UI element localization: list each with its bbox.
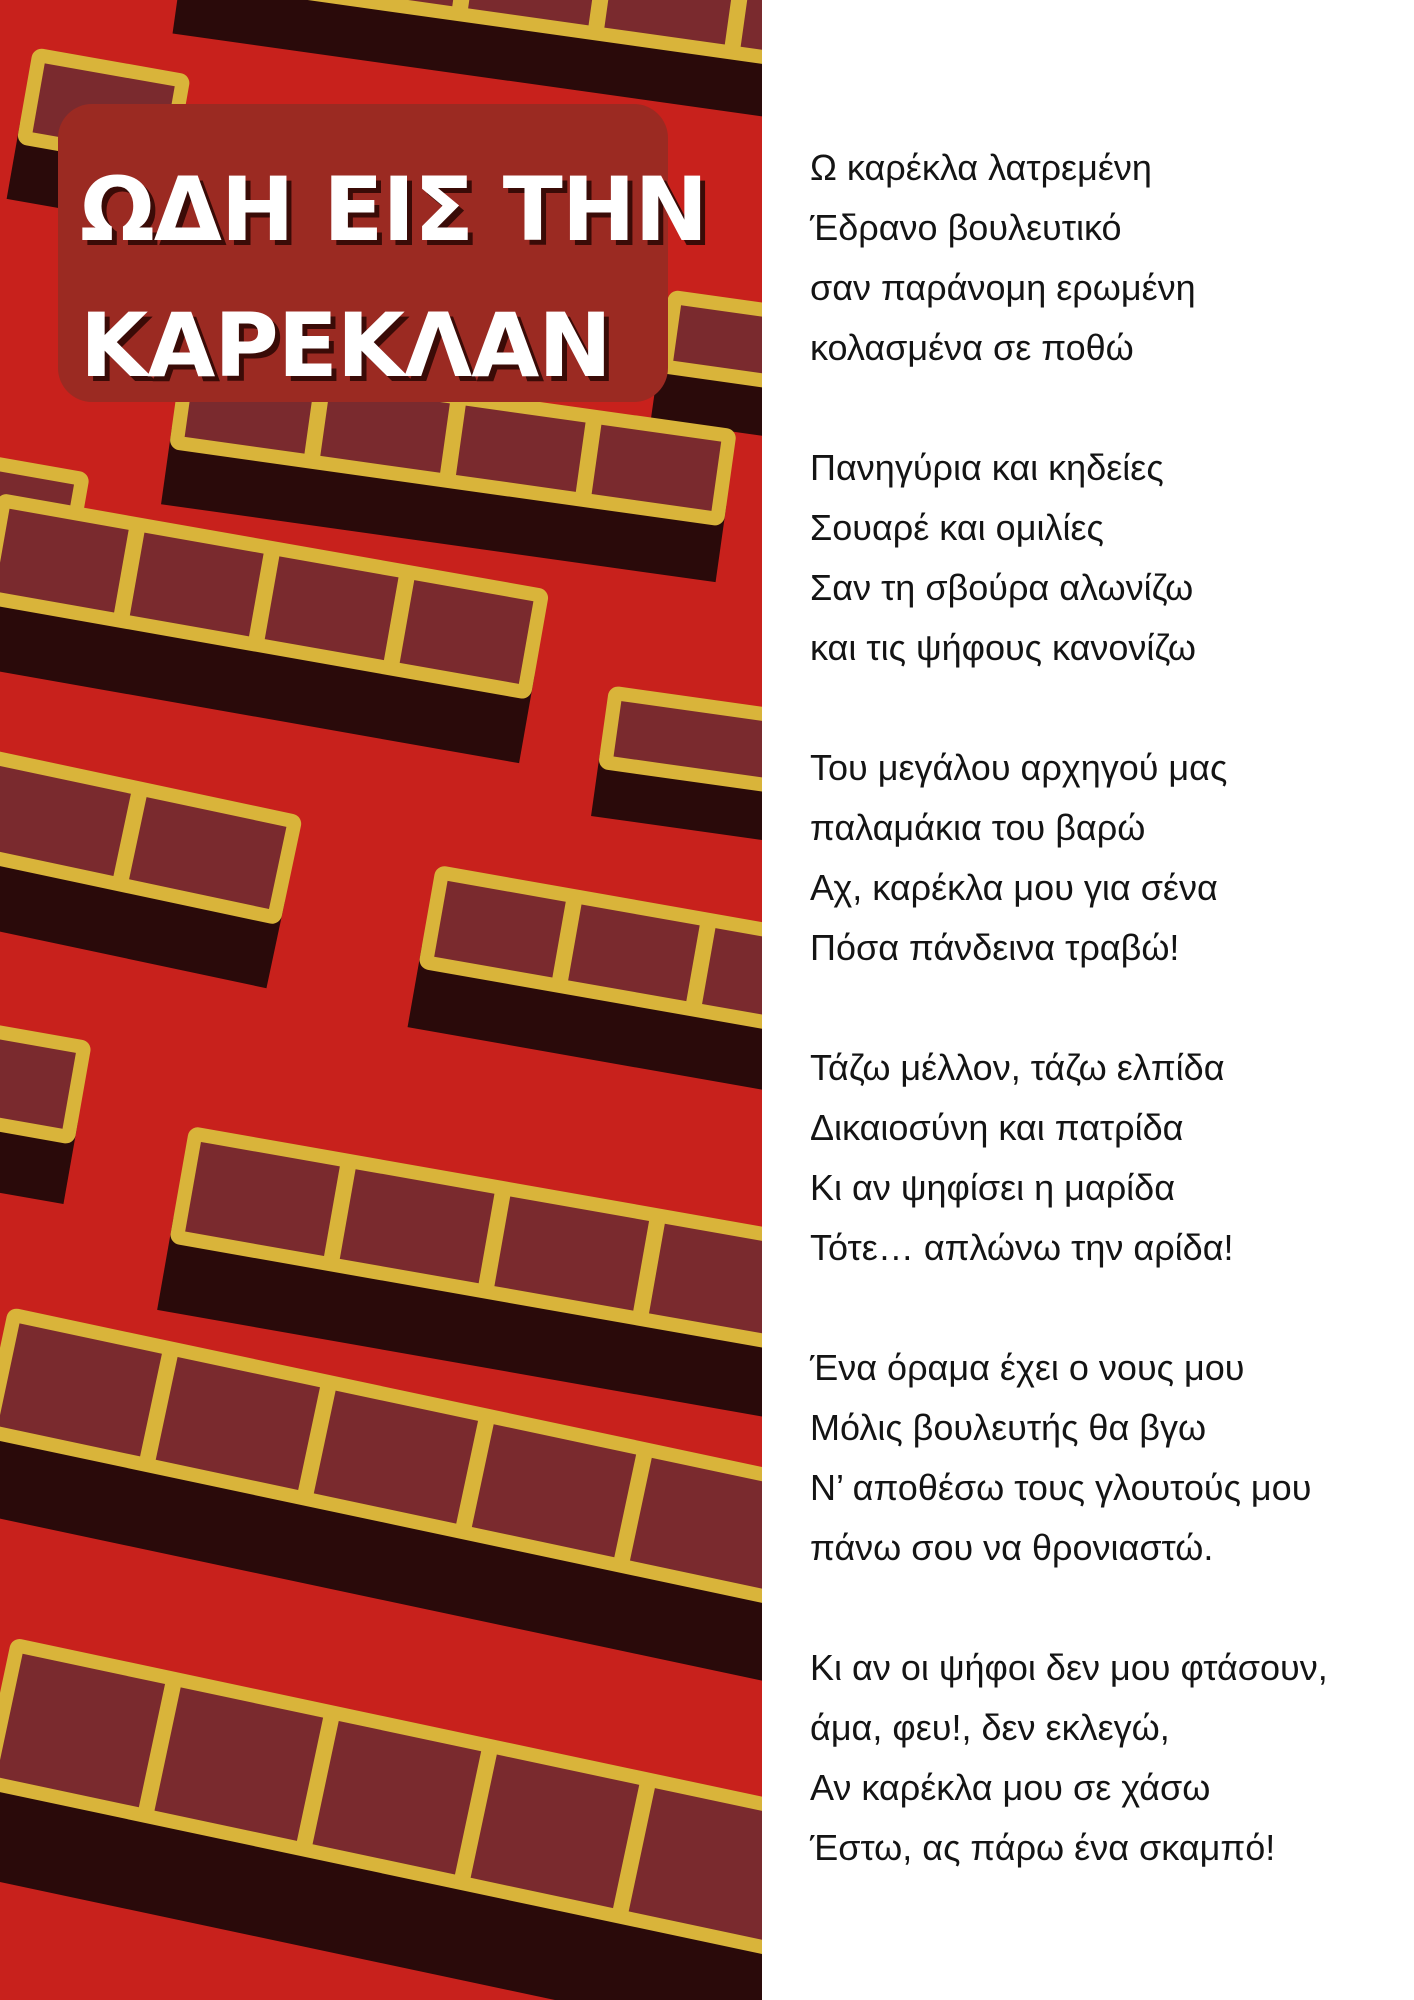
poem-line: Πανηγύρια και κηδείες [810, 447, 1164, 488]
poem-line: άμα, φευ!, δεν εκλεγώ, [810, 1707, 1170, 1748]
poem-line: Ω καρέκλα λατρεμένη [810, 147, 1152, 188]
poem-line: Αχ, καρέκλα μου για σένα [810, 867, 1218, 908]
poem-stanza [810, 438, 1390, 678]
poem [810, 138, 1390, 1938]
poem-line: Έστω, ας πάρω ένα σκαμπό! [810, 1827, 1276, 1868]
poem-line: σαν παράνομη ερωμένη [810, 267, 1196, 308]
poem-line: Αν καρέκλα μου σε χάσω [810, 1767, 1211, 1808]
poem-stanza [810, 138, 1390, 378]
poem-stanza [810, 1038, 1390, 1278]
title-line-1: ΩΔΗ ΕΙΣ ΤΗΝ [80, 158, 708, 261]
title-line-2: ΚΑΡΕΚΛΑΝ [80, 294, 611, 397]
poem-line: Δικαιοσύνη και πατρίδα [810, 1107, 1184, 1148]
poem-line: Του μεγάλου αρχηγού μας [810, 747, 1228, 788]
poem-line: Τάζω μέλλον, τάζω ελπίδα [810, 1047, 1225, 1088]
poem-line: Έδρανο βουλευτικό [810, 207, 1122, 248]
poem-line: Κι αν οι ψήφοι δεν μου φτάσουν, [810, 1647, 1328, 1688]
poem-line: κολασμένα σε ποθώ [810, 327, 1134, 368]
poem-line: Κι αν ψηφίσει η μαρίδα [810, 1167, 1176, 1208]
poem-line: Σουαρέ και ομιλίες [810, 507, 1104, 548]
poem-line: Πόσα πάνδεινα τραβώ! [810, 927, 1180, 968]
poem-line: πάνω σου να θρονιαστώ. [810, 1527, 1214, 1568]
poem-line: Ν’ αποθέσω τους γλουτούς μου [810, 1467, 1312, 1508]
poem-line: Τότε… απλώνω την αρίδα! [810, 1227, 1234, 1268]
poem-stanza [810, 1638, 1390, 1878]
poem-line: Μόλις βουλευτής θα βγω [810, 1407, 1207, 1448]
poem-stanza [810, 738, 1390, 978]
poem-line: Σαν τη σβούρα αλωνίζω [810, 567, 1194, 608]
poem-line: και τις ψήφους κανονίζω [810, 627, 1196, 668]
poem-line: παλαμάκια του βαρώ [810, 807, 1146, 848]
poem-stanza [810, 1338, 1390, 1578]
poem-line: Ένα όραμα έχει ο νους μου [810, 1347, 1245, 1388]
title-banner [58, 104, 708, 402]
